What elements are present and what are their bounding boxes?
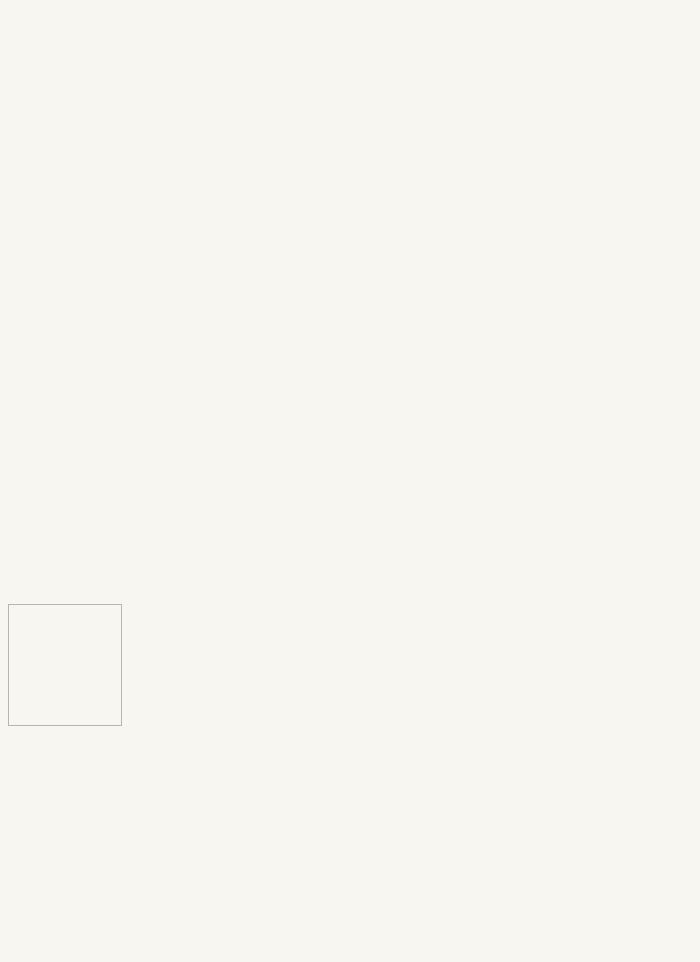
archive-stamp xyxy=(8,604,122,726)
